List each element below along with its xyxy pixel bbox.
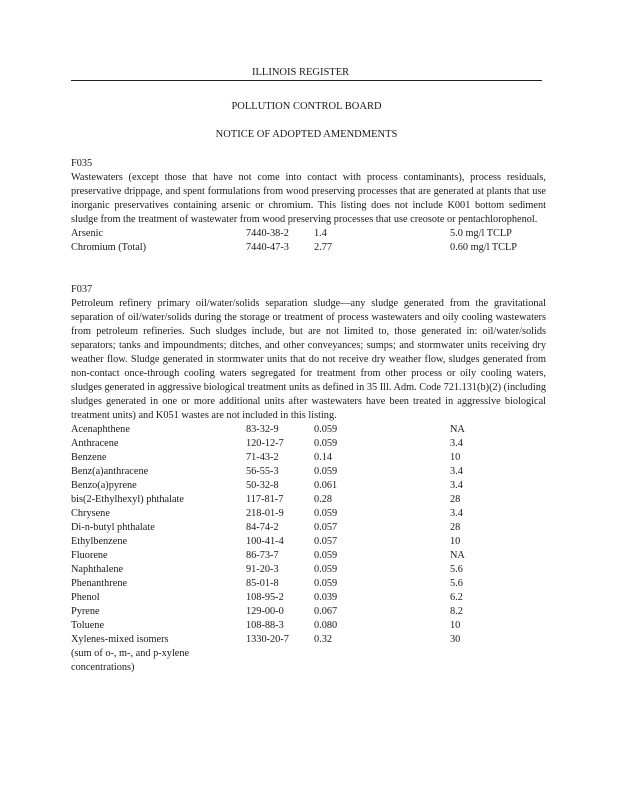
constituent-name: Phenanthrene <box>71 578 128 589</box>
cas-number: 100-41-4 <box>246 536 284 547</box>
table-row <box>71 605 540 619</box>
nonwastewater-standard: 3.4 <box>450 480 463 491</box>
wastewater-standard: 0.059 <box>314 438 338 449</box>
cas-number: 56-55-3 <box>246 466 279 477</box>
constituent-name: Benz(a)anthracene <box>71 466 149 477</box>
board-title: POLLUTION CONTROL BOARD <box>231 101 382 112</box>
cas-number: 218-01-9 <box>246 508 284 519</box>
constituent-name: Chromium (Total) <box>71 242 147 253</box>
wastewater-standard: 0.32 <box>314 634 333 645</box>
cas-number: 85-01-8 <box>246 578 279 589</box>
constituent-name: bis(2-Ethylhexyl) phthalate <box>71 494 184 505</box>
cas-number: 117-81-7 <box>246 494 284 505</box>
table-row <box>71 227 540 241</box>
constituent-name: Phenol <box>71 592 100 603</box>
nonwastewater-standard: 10 <box>450 620 461 631</box>
constituent-name: Benzo(a)pyrene <box>71 480 137 491</box>
wastewater-standard: 0.059 <box>314 578 338 589</box>
cas-number: 7440-38-2 <box>246 228 289 239</box>
wastewater-standard: 1.4 <box>314 228 327 239</box>
cas-number: 84-74-2 <box>246 522 279 533</box>
f035-code: F035 <box>71 158 93 169</box>
wastewater-standard: 0.14 <box>314 452 333 463</box>
f037-code: F037 <box>71 284 93 295</box>
constituent-name: Naphthalene <box>71 564 124 575</box>
table-row <box>71 577 540 591</box>
cas-number: 120-12-7 <box>246 438 284 449</box>
cas-number: 129-00-0 <box>246 606 284 617</box>
cas-number: 1330-20-7 <box>246 634 289 645</box>
constituent-name: Toluene <box>71 620 105 631</box>
cas-number: 86-73-7 <box>246 550 279 561</box>
cas-number: 108-95-2 <box>246 592 284 603</box>
nonwastewater-standard: 3.4 <box>450 508 463 519</box>
nonwastewater-standard: 8.2 <box>450 606 463 617</box>
table-row <box>71 493 540 507</box>
xylene-note-line-2: concentrations) <box>71 662 135 673</box>
table-row <box>71 465 540 479</box>
f037-table <box>71 423 540 647</box>
constituent-name: Di-n-butyl phthalate <box>71 522 155 533</box>
table-row <box>71 563 540 577</box>
table-row <box>71 633 540 647</box>
nonwastewater-standard: 30 <box>450 634 461 645</box>
wastewater-standard: 0.067 <box>314 606 338 617</box>
nonwastewater-standard: 28 <box>450 494 461 505</box>
wastewater-standard: 2.77 <box>314 242 333 253</box>
register-header-rule <box>71 66 542 81</box>
table-row <box>71 423 540 437</box>
table-row <box>71 619 540 633</box>
f035-table <box>71 227 540 255</box>
xylene-note-line-1: (sum of o-, m-, and p-xylene <box>71 648 190 659</box>
table-row <box>71 549 540 563</box>
f037-section <box>71 283 546 675</box>
wastewater-standard: 0.080 <box>314 620 338 631</box>
wastewater-standard: 0.057 <box>314 536 338 547</box>
wastewater-standard: 0.059 <box>314 550 338 561</box>
cas-number: 71-43-2 <box>246 452 279 463</box>
wastewater-standard: 0.28 <box>314 494 333 505</box>
nonwastewater-standard: 28 <box>450 522 461 533</box>
wastewater-standard: 0.057 <box>314 522 338 533</box>
register-title: ILLINOIS REGISTER <box>252 67 350 78</box>
table-row <box>71 591 540 605</box>
f037-description: Petroleum refinery primary oil/water/solids separation sludge—any sludge generated from the gravitational separation of oil/water/solids during the storage or treatment of process wastewaters and oily cooling wastewaters from petroleum refineries. Such sludges include, but are not limited to, those generated in: oil/water/solids separators; tanks and impoundments; ditches, and other conveyances; sumps; and stormwater units receiving dry weather flow. Sludge generated in stormwater units that do not receive dry weather flow, sludges generated from non-contact once-through cooling waters segregated for treatment from other process or oily cooling waters, sludges generated in aggressive biological treatment units as defined in 35 Ill. Adm. Code 721.131(b)(2) (including sludges generated in one or more additional units after wastewaters have been treated in aggressive biological treatment units) and K051 wastes are not included in this listing. <box>71 298 546 421</box>
f035-description: Wastewaters (except those that have not come into contact with process contaminants), process residuals, preservative drippage, and spent formulations from wood preserving processes that are generated at plants that use inorganic preservatives containing arsenic or chromium. This listing does not include K001 bottom sediment sludge from the treatment of wastewater from wood preserving processes that use creosote or pentachlorophenol. <box>71 172 546 225</box>
cas-number: 83-32-9 <box>246 424 279 435</box>
nonwastewater-standard: 0.60 mg/l TCLP <box>450 242 518 253</box>
nonwastewater-standard: 3.4 <box>450 466 463 477</box>
constituent-name: Anthracene <box>71 438 119 449</box>
nonwastewater-standard: NA <box>450 550 465 561</box>
table-row <box>71 479 540 493</box>
wastewater-standard: 0.039 <box>314 592 338 603</box>
constituent-name: Fluorene <box>71 550 108 561</box>
constituent-name: Xylenes-mixed isomers <box>71 634 169 645</box>
table-row <box>71 535 540 549</box>
nonwastewater-standard: 5.6 <box>450 578 463 589</box>
nonwastewater-standard: 3.4 <box>450 438 463 449</box>
table-row <box>71 521 540 535</box>
nonwastewater-standard: 5.0 mg/l TCLP <box>450 228 512 239</box>
wastewater-standard: 0.061 <box>314 480 338 491</box>
nonwastewater-standard: NA <box>450 424 465 435</box>
nonwastewater-standard: 6.2 <box>450 592 463 603</box>
constituent-name: Pyrene <box>71 606 100 617</box>
table-row <box>71 241 540 255</box>
constituent-name: Acenaphthene <box>71 424 130 435</box>
cas-number: 108-88-3 <box>246 620 284 631</box>
table-row <box>71 437 540 451</box>
wastewater-standard: 0.059 <box>314 466 338 477</box>
constituent-name: Ethylbenzene <box>71 536 128 547</box>
constituent-name: Arsenic <box>71 228 104 239</box>
nonwastewater-standard: 10 <box>450 452 461 463</box>
constituent-name: Chrysene <box>71 508 110 519</box>
cas-number: 50-32-8 <box>246 480 279 491</box>
f035-section <box>71 157 546 255</box>
table-row <box>71 507 540 521</box>
wastewater-standard: 0.059 <box>314 564 338 575</box>
wastewater-standard: 0.059 <box>314 424 338 435</box>
nonwastewater-standard: 5.6 <box>450 564 463 575</box>
nonwastewater-standard: 10 <box>450 536 461 547</box>
cas-number: 91-20-3 <box>246 564 279 575</box>
table-row <box>71 451 540 465</box>
notice-title: NOTICE OF ADOPTED AMENDMENTS <box>215 129 398 140</box>
constituent-name: Benzene <box>71 452 107 463</box>
cas-number: 7440-47-3 <box>246 242 289 253</box>
wastewater-standard: 0.059 <box>314 508 338 519</box>
